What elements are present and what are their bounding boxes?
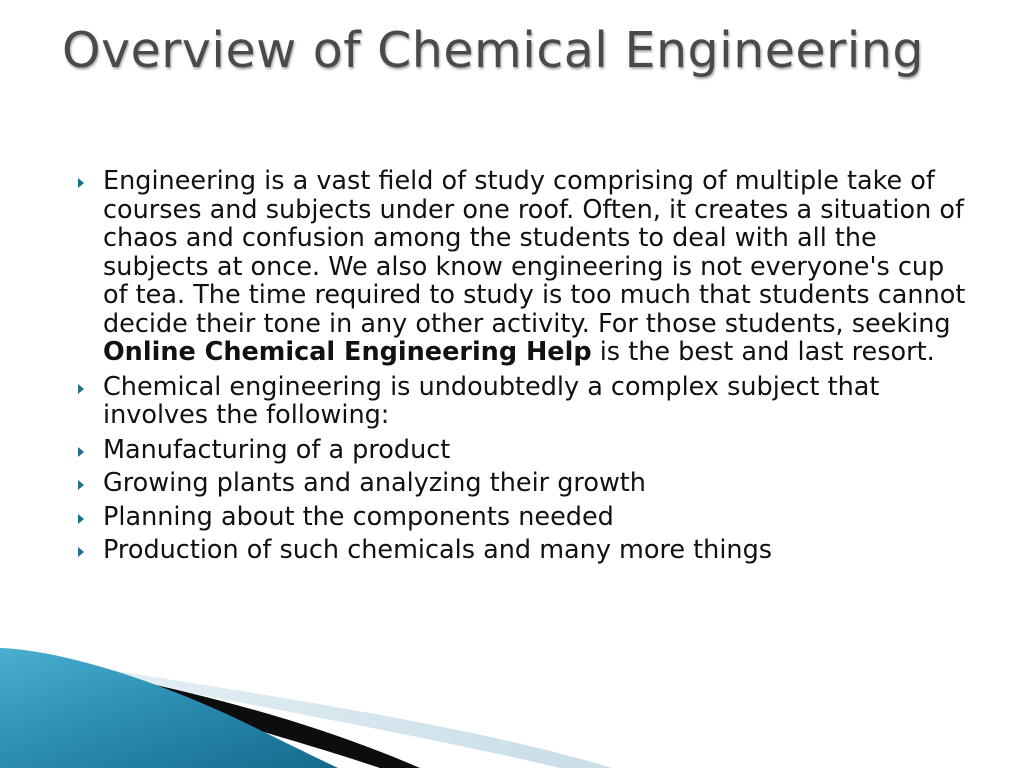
online-help-link-text[interactable]: Online Chemical Engineering Help: [103, 337, 592, 367]
bullet-text: Engineering is a vast field of study comprising of multiple take of courses and subjects under one roof. Often, it creates a situation of chaos and confusion among the students to deal with all the subjects at once. We also know engineering is not everyone's cup of tea. The time required to study is too much that students cannot decide their tone in any other activity. For those students, seeking: [103, 166, 966, 339]
bullet-text: Manufacturing of a product: [103, 434, 451, 465]
bullet-text: is the best and last resort.: [591, 337, 935, 367]
bullet-text: Planning about the components needed: [103, 501, 614, 532]
bullet-text: Growing plants and analyzing their growth: [103, 468, 646, 498]
bullet-text: Chemical engineering is undoubtedly a complex subject that involves the following:: [103, 371, 880, 430]
bullet-text: Production of such chemicals and many more things: [103, 535, 773, 565]
slide-title: Overview of Chemical Engineering: [62, 22, 924, 79]
